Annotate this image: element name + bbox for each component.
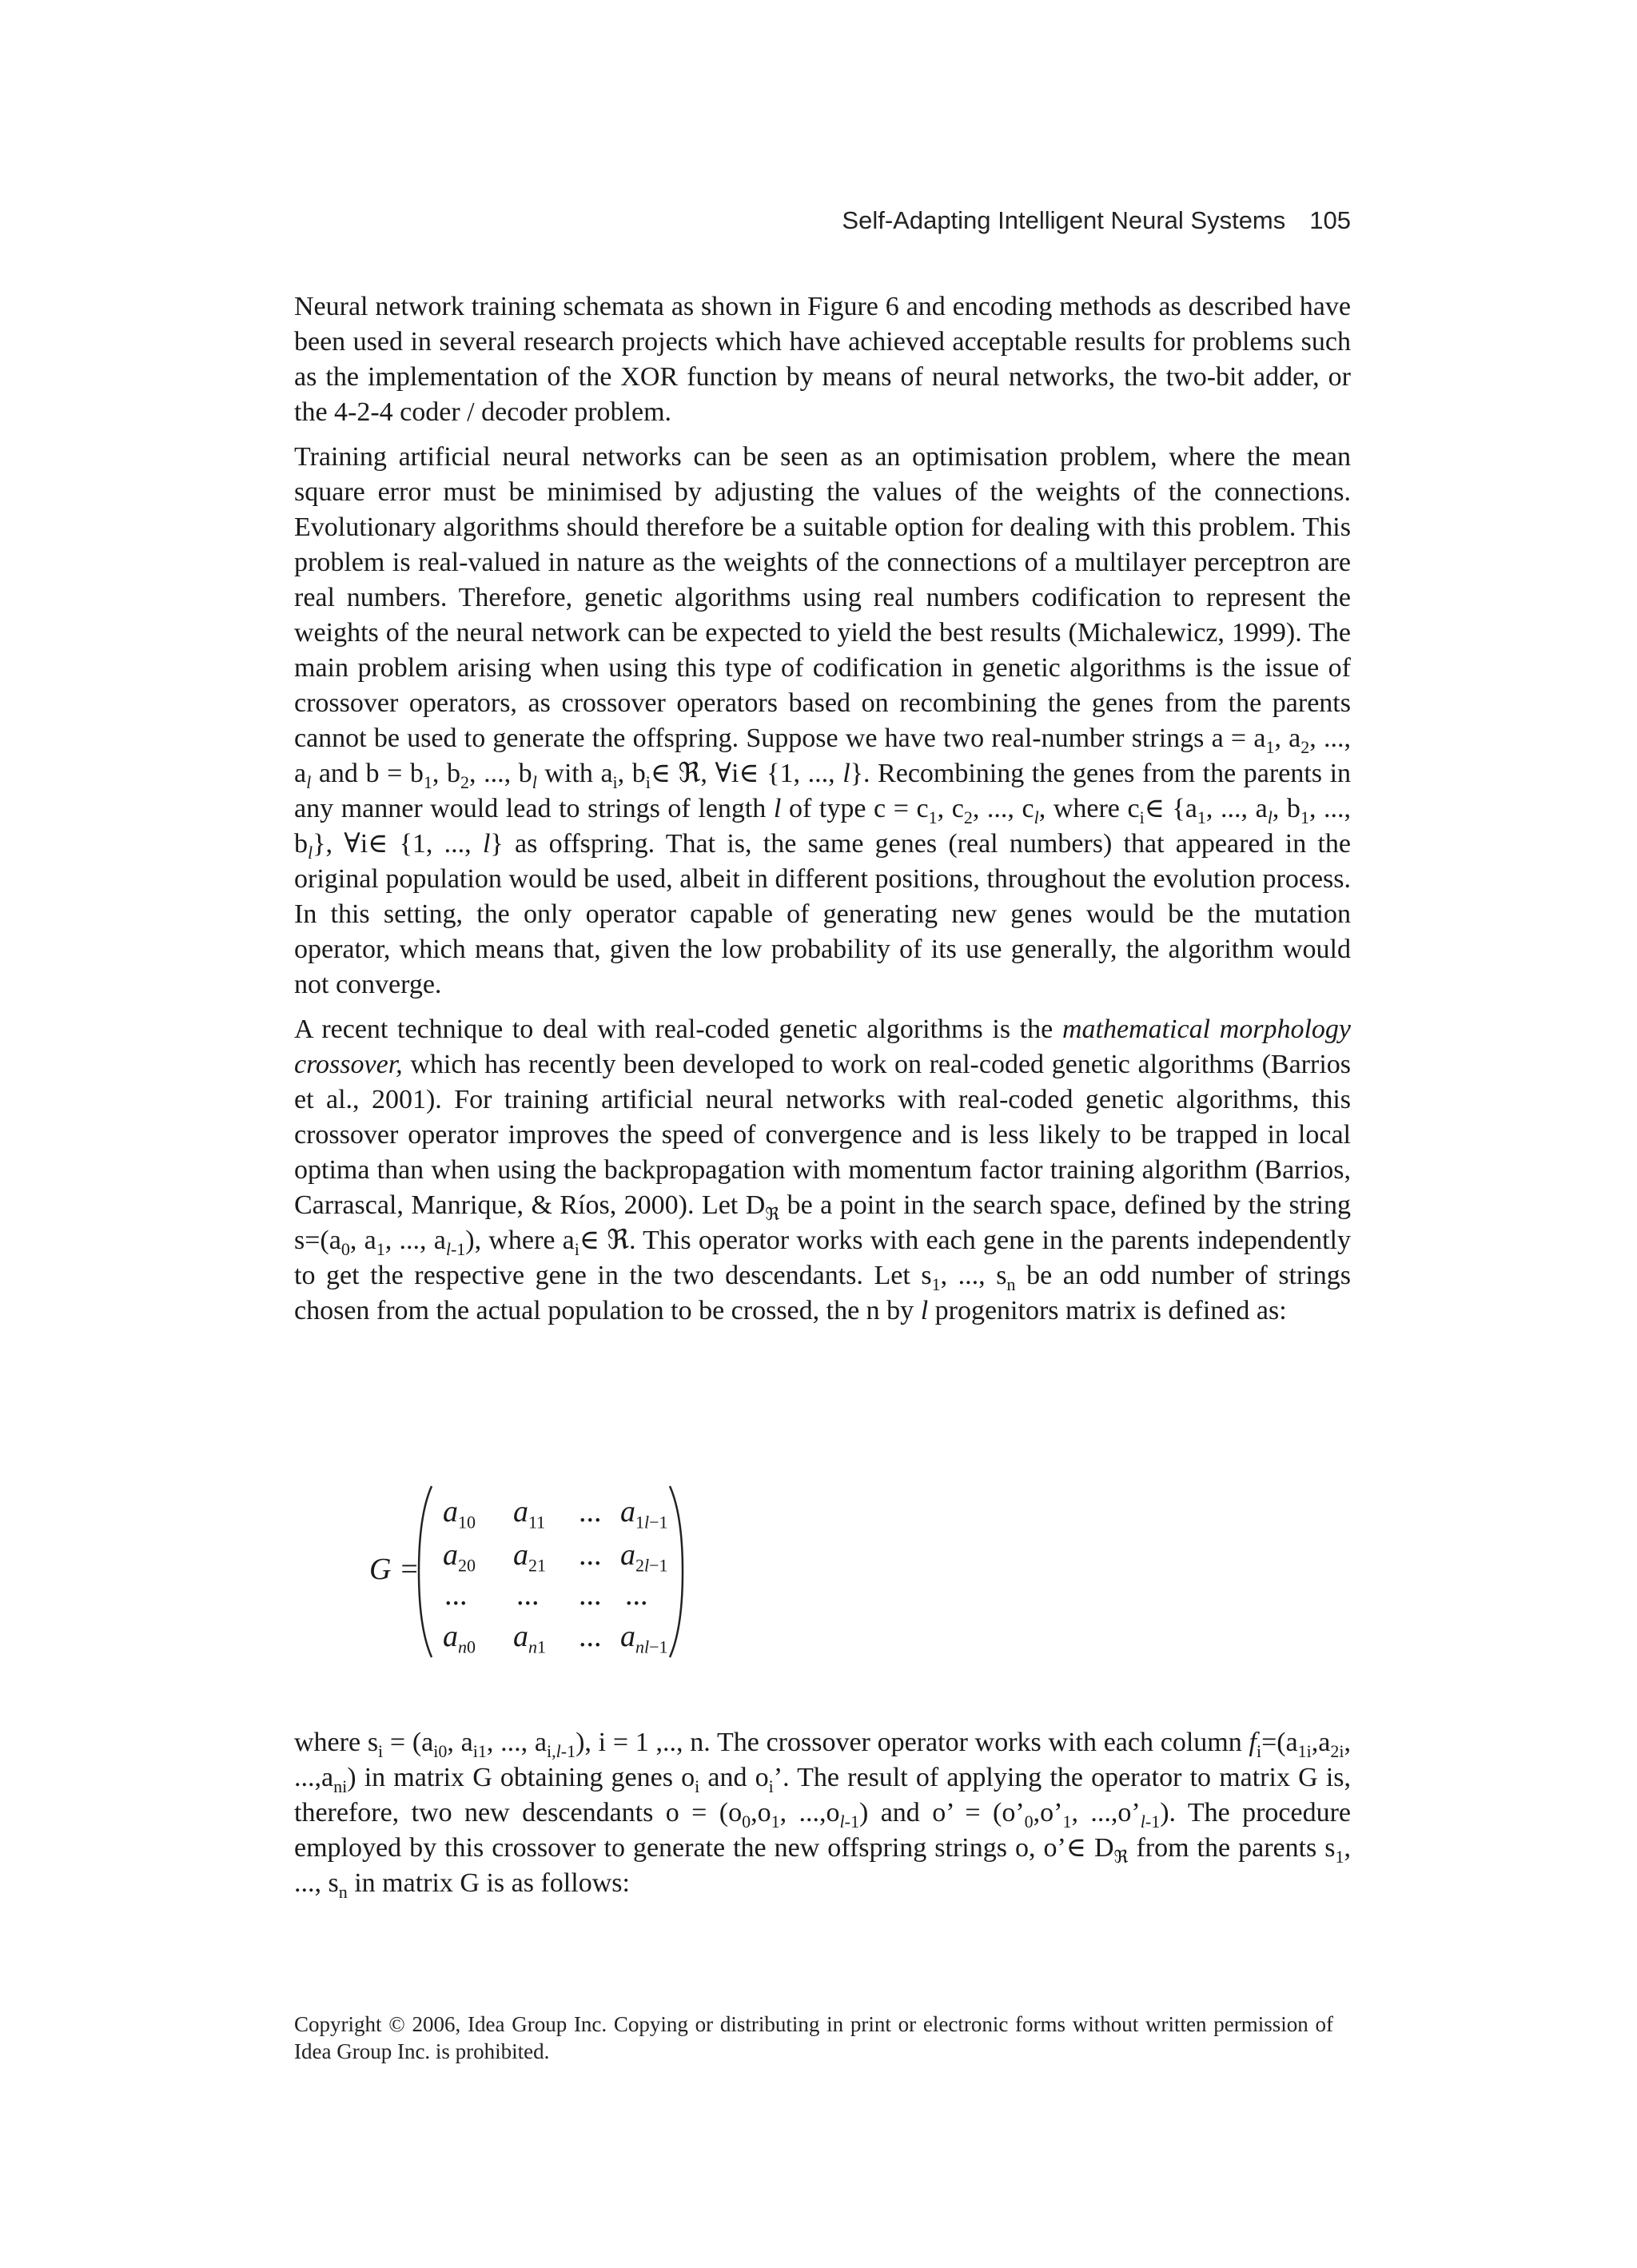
matrix-cell-dots: ... (516, 1578, 540, 1612)
paragraph-4-text-a: from the parents s (1136, 1833, 1336, 1863)
matrix-cell-an1: $a_{n1}$ (513, 1620, 546, 1657)
matrix-cell-dots: ... (579, 1620, 602, 1653)
matrix-cell-a11: $a_{11}$ (513, 1495, 546, 1533)
running-header (0, 206, 1351, 235)
running-title: Self-Adapting Intelligent Neural Systems (842, 206, 1286, 234)
paragraph-2: Training artificial neural networks can be seen as an optimisation problem, where the mean square error must be minimised by adjusting the values of the weights of the connections. Evolutionary algorithms should therefore be a suitable option for dealing with this problem. This problem is real-valued in nature as the weights of the connections of a multilayer perceptron are real numbers. Therefore, genetic algorithms using real numbers codification to represent the weights of the neural network can be expected to yield the best results (Michalewicz, 1999). The main problem arising when using this type of codification in genetic algorithms is the issue of crossover operators, as crossover operators based on recombining the genes from the parents cannot be used to generate the offspring. Suppose we have two real-number strings $a = a_1$, $a_2$, ..., $a_l$ and $b = b_1$, $b_2$, ..., $b_l$ with $a_i$, $b_i\in$ ℜ, ∀i∈ {1, ..., l}. Recombining the genes from the parents in any manner would lead to strings of length l of type $c = c_1$, $c_2$, ..., $c_l$, where $c_i\in$ {$a_1$, ..., $a_l$, $b_1$, ..., $b_l$}, ∀i∈ {1, ..., l} as offspring. That is, the same genes (real numbers) that appeared in the original population would be used, albeit in different positions, throughout the evolution process. In this setting, the only operator capable of generating new genes would be the mutation operator, which means that, given the low probability of its use generally, the algorithm would not converge. (294, 442, 1352, 999)
matrix-cell-anl: $a_{nl-1}$ (620, 1620, 668, 1657)
paragraph-4: where $s_i = (a_{i0}$, $a_{i1}$, ..., $a_{i,l-1}$), i = 1 ,.., n. The crossover operator works with each column $f_i=(a_{1i},a_{2i}$, $...,a_{ni}$) in matrix G obtaining genes $o_i$ and $o_i$’. The result of applying the operator to matrix G is, therefore, two new descendants $o = (o_0,o_1$, $...,o_{l-1}$) and o’ = ($o’_0,o’_1$, $...,o’_{l-1}$). The procedure employed by this crossover to generate the new offspring strings o, o’∈ $D_ℜ$ from the parents $s_1$, ..., $s_n$ in matrix G is as follows: (294, 1728, 1352, 1902)
progenitors-matrix-equation (369, 1483, 705, 1667)
matrix-right-paren (667, 1483, 684, 1660)
matrix-cell-a20: $a_{20}$ (443, 1538, 476, 1576)
copyright-notice: Copyright © 2006, Idea Group Inc. Copying or distributing in print or electronic forms without written permission of Idea Group Inc. is prohibited. (294, 2012, 1333, 2063)
body-text (294, 289, 1351, 1338)
matrix-cell-dots: ... (579, 1538, 602, 1572)
matrix-cell-a2l: $a_{2l-1}$ (620, 1538, 668, 1576)
paragraph-2-text-b: population would be used, albeit in different positions, throughout the evolution process. In this setting, the only operator capable of generating new genes would be the mutation operator, which means that, given the low probability of its use generally, the algorithm would not converge. (294, 864, 1351, 999)
matrix-cell-dots: ... (625, 1578, 648, 1612)
matrix-cell-an0: $a_{n0}$ (443, 1620, 476, 1657)
matrix-cell-a1l: $a_{1l-1}$ (620, 1495, 668, 1533)
matrix-lhs: G = (369, 1553, 420, 1586)
page-number: 105 (1309, 206, 1351, 234)
matrix-cell-dots: ... (444, 1578, 468, 1612)
paragraph-3: A recent technique to deal with real-coded genetic algorithms is the mathematical morphology crossover, which has recently been developed to work on real-coded genetic algorithms (Barrios et al., 2001). For training artificial neural networks with real-coded genetic algorithms, this crossover operator improves the speed of convergence and is less likely to be trapped in local optima than when using the backpropagation with momentum factor training algorithm (Barrios, Carrascal, Manrique, & Ríos, 2000). Let $D_ℜ$ be a point in the search space, defined by the string $s=(a_0$, $a_1$, ..., $a_{l-1}$), where $a_i\in$ ℜ. This operator works with each gene in the parents independently to get the respective gene in the two descendants. Let $s_1$, ..., $s_n$ be an odd number of strings chosen from the actual population to be crossed, the n by l progenitors matrix is defined as: (294, 1014, 1352, 1325)
body-text-after-matrix (294, 1725, 1351, 1901)
matrix-cell-a21: $a_{21}$ (513, 1538, 546, 1576)
paragraph-3-emphasis: mathematical morphology crossover, (294, 1014, 1352, 1079)
matrix-left-paren (417, 1483, 435, 1660)
paragraph-1: Neural network training schemata as shown in Figure 6 and encoding methods as described have been used in several research projects which have achieved acceptable results for problems such as the implementation of the XOR function by means of neural networks, the two-bit adder, or the 4-2-4 coder / decoder problem. (294, 292, 1351, 427)
matrix-cell-dots: ... (579, 1578, 602, 1612)
paragraph-2-text-a: Training artificial neural networks can be seen as an optimisation problem, where the mean square error must be minimised by adjusting the values of the weights of the connections. Evolutionary algorithms should therefore be a suitable option for dealing with this problem. This problem is real-valued in nature as the weights of the connections of a multilayer perceptron are real numbers. Therefore, genetic algorithms using real numbers codification to represent the weights of the neural network can be expected to yield the best results (Michalewicz, 1999). The main problem arising when using this type of codification in genetic algorithms is the issue of crossover operators, as crossover operators based on recombining the genes from the parents cannot be used to generate the offspring. Suppose we have two real-number strings a = a (294, 442, 1351, 753)
matrix-cell-a10: $a_{10}$ (443, 1495, 476, 1533)
paragraph-3-text-b: which has recently been developed to work on real-coded genetic algorithms (Barrios et al., 2001). For training artificial neural networks with real-coded genetic algorithms, this crossover operator improves the speed of convergence and is less likely to be trapped in local optima than when using the backpropagation with momentum factor training algorithm (Barrios, Carrascal, Manrique, & Ríos, 2000). Let D (294, 1050, 1352, 1220)
paragraph-3-text-a: A recent technique to deal with real-coded genetic algorithms is the (294, 1014, 1053, 1044)
matrix-cell-dots: ... (579, 1495, 602, 1529)
paragraph-4-text-b: in matrix G is as follows: (354, 1868, 630, 1898)
